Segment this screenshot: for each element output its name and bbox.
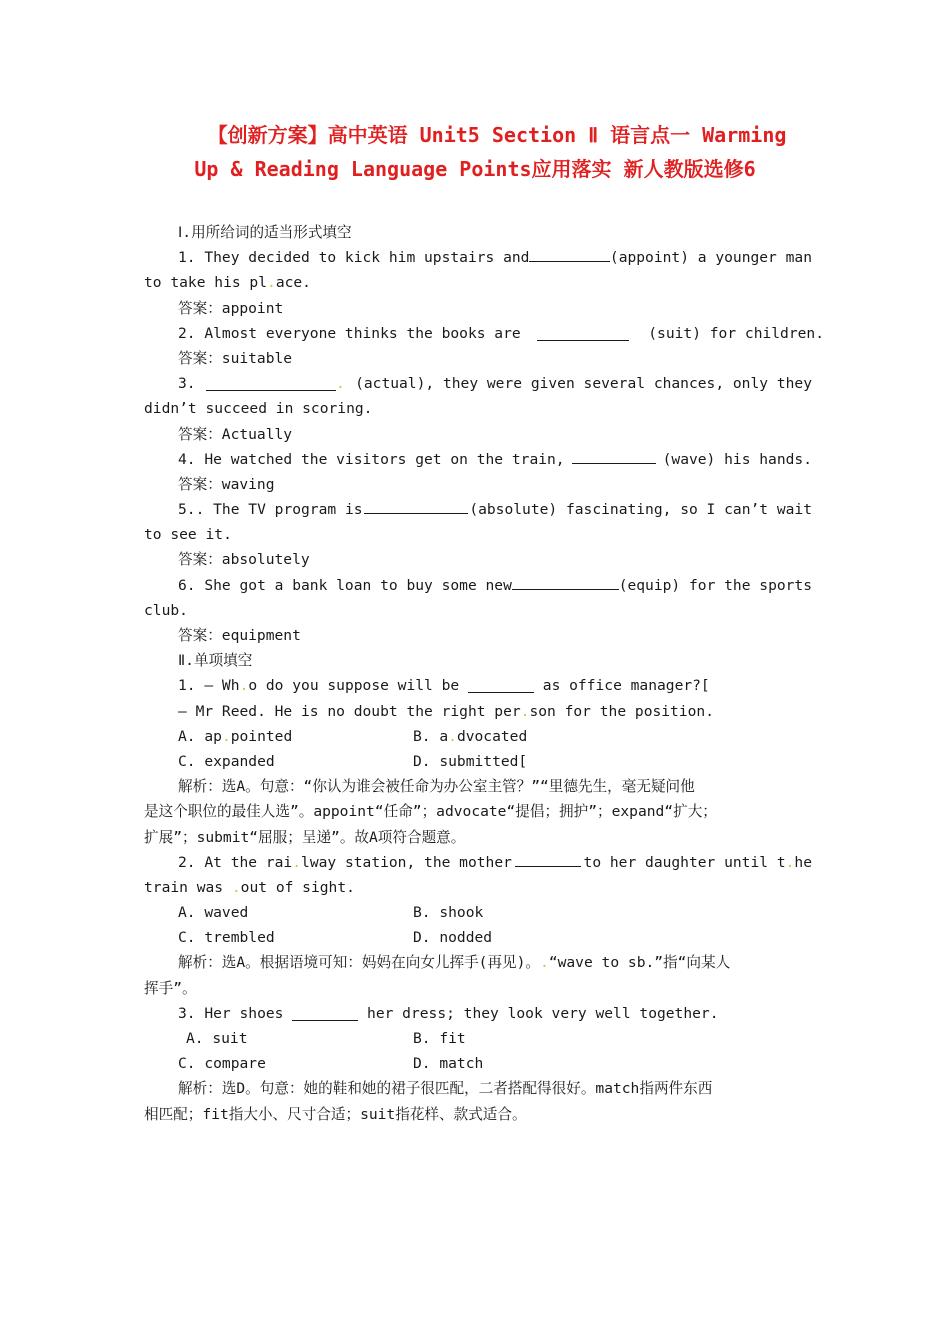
s2-question-1: 1. — Wh.o do you suppose will be as office manager?[ xyxy=(178,677,710,695)
s1-answer-5: 答案：absolutely xyxy=(178,551,310,569)
s2-q2-options-cd xyxy=(144,925,812,950)
s1-question-5-cont: to see it. xyxy=(144,526,232,544)
s2-q2-explanation-1: 解析：选A。根据语境可知：妈妈在向女儿挥手(再见)。.“wave to sb.”指“向某人 xyxy=(178,954,731,972)
s2-q2-explanation-2: 挥手”。 xyxy=(144,979,197,997)
option-a: A. suit xyxy=(186,1030,248,1047)
s2-question-1-reply: — Mr Reed. He is no doubt the right per.son for the position. xyxy=(178,702,714,720)
option-d: D. submitted[ xyxy=(413,752,528,770)
s1-question-5: 5.. The TV program is (absolute) fascinating, so I can’t wait xyxy=(144,497,812,522)
s2-question-2: 2. At the rai.lway station, the mother to her daughter until t.he xyxy=(144,850,812,875)
option-d: D. nodded xyxy=(413,929,493,947)
option-b: B. a.dvocated xyxy=(413,727,528,745)
option-b: B. shook xyxy=(413,904,484,922)
s1-answer-2: 答案：suitable xyxy=(178,349,293,367)
answer-blank xyxy=(364,497,468,514)
s2-question-3: 3. Her shoes her dress; they look very well together. xyxy=(178,1004,719,1022)
s1-answer-1: 答案：appoint xyxy=(178,299,284,317)
section-2-heading: Ⅱ.单项填空 xyxy=(178,652,253,670)
s2-q1-explanation-1: 解析：选A。句意：“你认为谁会被任命为办公室主管？”“里德先生，毫无疑问他 xyxy=(178,778,695,796)
s2-q3-explanation-1: 解析：选D。句意：她的鞋和她的裙子很匹配，二者搭配得很好。match指两件东西 xyxy=(178,1080,713,1098)
answer-blank xyxy=(292,1004,358,1021)
s1-question-1: 1. They decided to kick him upstairs and (appoint) a younger man xyxy=(144,245,812,270)
option-d: D. match xyxy=(413,1055,484,1073)
s2-q1-explanation-2: 是这个职位的最佳人选”。appoint“任命”；advocate“提倡；拥护”；expand“扩大； xyxy=(144,803,717,821)
s2-q1-options-ab xyxy=(144,724,812,749)
option-c: C. expanded xyxy=(178,752,275,770)
s1-question-1-cont: to take his pl.ace. xyxy=(144,274,311,292)
s1-question-3-cont: didn’t succeed in scoring. xyxy=(144,400,373,418)
s1-question-4: 4. He watched the visitors get on the train, (wave) his hands. xyxy=(144,447,812,472)
option-c: C. compare xyxy=(178,1055,266,1073)
document-title-line-1: 【创新方案】高中英语 Unit5 Section Ⅱ 语言点一 Warming xyxy=(207,123,787,147)
s2-q3-options-cd xyxy=(144,1051,812,1076)
answer-blank xyxy=(572,447,656,464)
s1-answer-6: 答案：equipment xyxy=(178,627,301,644)
s2-q2-options-ab xyxy=(144,900,812,925)
answer-blank xyxy=(515,850,581,867)
s2-q1-explanation-3: 扩展”；submit“屈服；呈递”。故A项符合题意。 xyxy=(144,828,466,846)
s1-answer-3: 答案：Actually xyxy=(178,425,293,443)
artifact-dot: . xyxy=(267,274,276,292)
s2-q3-options-ab xyxy=(144,1026,812,1051)
answer-blank xyxy=(529,245,609,262)
answer-blank xyxy=(468,676,534,693)
answer-blank xyxy=(206,374,336,391)
document-title-line-2: Up & Reading Language Points应用落实 新人教版选修6 xyxy=(194,157,756,181)
s2-q1-options-cd xyxy=(144,749,812,774)
section-1-heading: Ⅰ.用所给词的适当形式填空 xyxy=(178,224,352,241)
s2-question-2-cont: train was .out of sight. xyxy=(144,878,355,896)
document-body xyxy=(144,220,824,1127)
option-c: C. trembled xyxy=(178,929,275,947)
s1-answer-4: 答案：waving xyxy=(178,475,275,493)
option-a: A. ap.pointed xyxy=(178,727,293,745)
s1-question-3: 3. . (actual), they were given several chances, only they xyxy=(178,375,812,393)
s1-question-6-cont: club. xyxy=(144,601,188,619)
s2-q3-explanation-2: 相匹配；fit指大小、尺寸合适；suit指花样、款式适合。 xyxy=(144,1105,527,1123)
s1-question-6: 6. She got a bank loan to buy some new (equip) for the sports xyxy=(144,573,812,598)
option-b: B. fit xyxy=(413,1030,466,1047)
answer-blank xyxy=(537,324,629,341)
s1-question-2: 2. Almost everyone thinks the books are (suit) for children. xyxy=(178,324,824,342)
answer-blank xyxy=(512,573,619,590)
option-a: A. waved xyxy=(178,904,249,922)
